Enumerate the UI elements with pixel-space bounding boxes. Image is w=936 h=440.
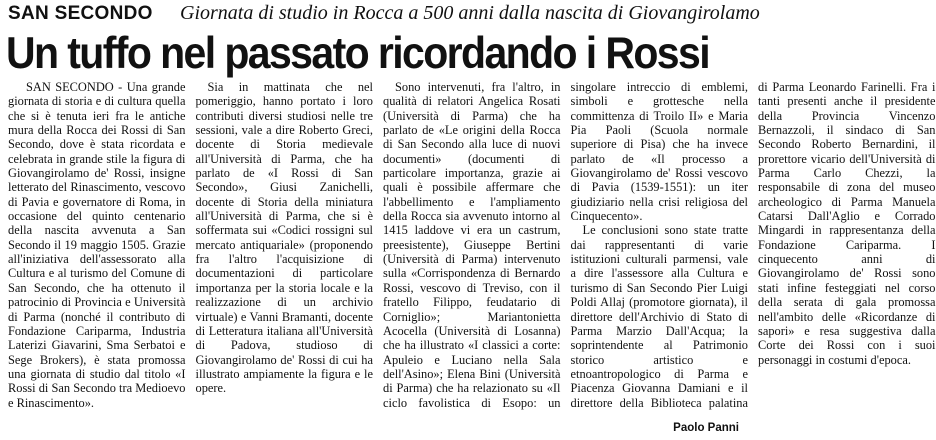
article-body	[8, 80, 936, 424]
article-headline: Un tuffo nel passato ricordando i Rossi	[6, 28, 710, 78]
paragraph: SAN SECONDO - Una grande giornata di storia e di cultura quella che si è tenuta ieri fra le antiche mura della Rocca dei Rossi di San Secondo, dove è stata ricordata e celebrata in grande stile la figura di Giovangirolamo de' Rossi, insigne letterato del Rinascimento, vescovo di Pavia e governatore di Roma, in occasione del quinto centenario della nascita avvenuta a San Secondo il 19 maggio 1505. Grazie all'iniziativa dell'assessorato alla Cultura e al turismo del Comune di San Secondo, che ha ottenuto il patrocinio di Provincia e Università di Parma (nonché il contributo di Fondazione Cariparma, Industria Laterizi Giavarini, Sma Serbatoi e Sege Brokers), è stata promossa una giornata di studio dal titolo «I Rossi di San Secondo tra Medioevo e Rinascimento».	[8, 80, 186, 410]
kicker-place: SAN SECONDO	[8, 3, 153, 24]
paragraph: Sono intervenuti, fra l'altro, in qualità di relatori Angelica Rosati (Università di Parma) che ha parlato de «Le origini della Rocca di San Secondo alla luce di nuovi documenti» (documenti di particolare importanza, grazie ai quali è possibile affermare che l'abbellimento e l'ampliamento della Rocca sia avvenuto intorno al 1415 laddove vi era un castrum, preesistente), Giuseppe Bertini (Università di Parma) intervenuto sulla «Corrispondenza di Bernardo Rossi, vescovo di Treviso, con il fratello Filippo, feudatario di Corniglio»; Mariantonietta Acocella (Università di Losanna) che ha illustrato «I classici a corte: Apuleio e Luciano nella Sala dell'Asino»; Elena Bini (Università di Parma) che ha relazionato su «Il ciclo favolistica di Esopo: un singolare intreccio di emblemi, simboli e grottesche nella committenza di Troilo II» e Maria Pia Paoli (Scuola normale superiore di Pisa) che ha invece parlato de «Il processo a Giovangirolamo de' Rossi vescovo di Pavia (1539-1551): un iter giudiziario nella crisi religiosa del Cinquecento».	[383, 80, 748, 410]
kicker-subheadline: Giornata di studio in Rocca a 500 anni dalla nascita di Giovangirolamo	[180, 2, 760, 24]
kicker-row	[8, 1, 760, 27]
paragraph: Le conclusioni sono state tratte dai rappresentanti di varie istituzioni culturali parmensi, vale a dire l'assessore alla Cultura e turismo di San Secondo Pier Luigi Poldi Allaj (promotore giornata), il direttore dell'Archivio di Stato di Parma Marzio Dall'Acqua; la soprintendente al Patrimonio storico artistico e etnoantropologico di Parma e Piacenza Giovanna Damiani e il direttore della Biblioteca palatina di Parma Leonardo Farinelli. Fra i tanti presenti anche il presidente della Provincia Vincenzo Bernazzoli, il sindaco di San Secondo Roberto Bernardini, il prorettore vicario dell'Università di Parma Carlo Chezzi, la responsabile di zona del museo archeologico di Parma Manuela Catarsi Dall'Aglio e Corrado Mingardi in rappresentanza della Fondazione Cariparma. I cinquecento anni di Giovangirolamo de' Rossi sono stati infine festeggiati nel corso della serata di gala promossa nell'ambito delle «Ricordanze di sapori» e resa suggestiva dalla Corte dei Rossi con i suoi personaggi in costumi d'epoca.	[570, 80, 936, 410]
paragraph: Sia in mattinata che nel pomeriggio, hanno portato i loro contributi diversi studiosi nelle tre sessioni, vale a dire Roberto Greci, docente di Storia medievale all'Università di Parma, che ha parlato de «I Rossi di San Secondo», Giusi Zanichelli, docente di Storia della miniatura all'Università di Parma, che si è soffermata sui «Codici rossigni sul mercato antiquariale» (proponendo fra l'altro l'acquisizione di documentazioni di particolare importanza per la storia locale e la realizzazione di un archivio virtuale) e Vanni Bramanti, docente di Letteratura italiana all'Università di Padova, studioso di Giovangirolamo de' Rossi di cui ha illustrato ampiamente la figura e le opere.	[195, 80, 373, 396]
byline: Paolo Panni	[673, 422, 739, 434]
